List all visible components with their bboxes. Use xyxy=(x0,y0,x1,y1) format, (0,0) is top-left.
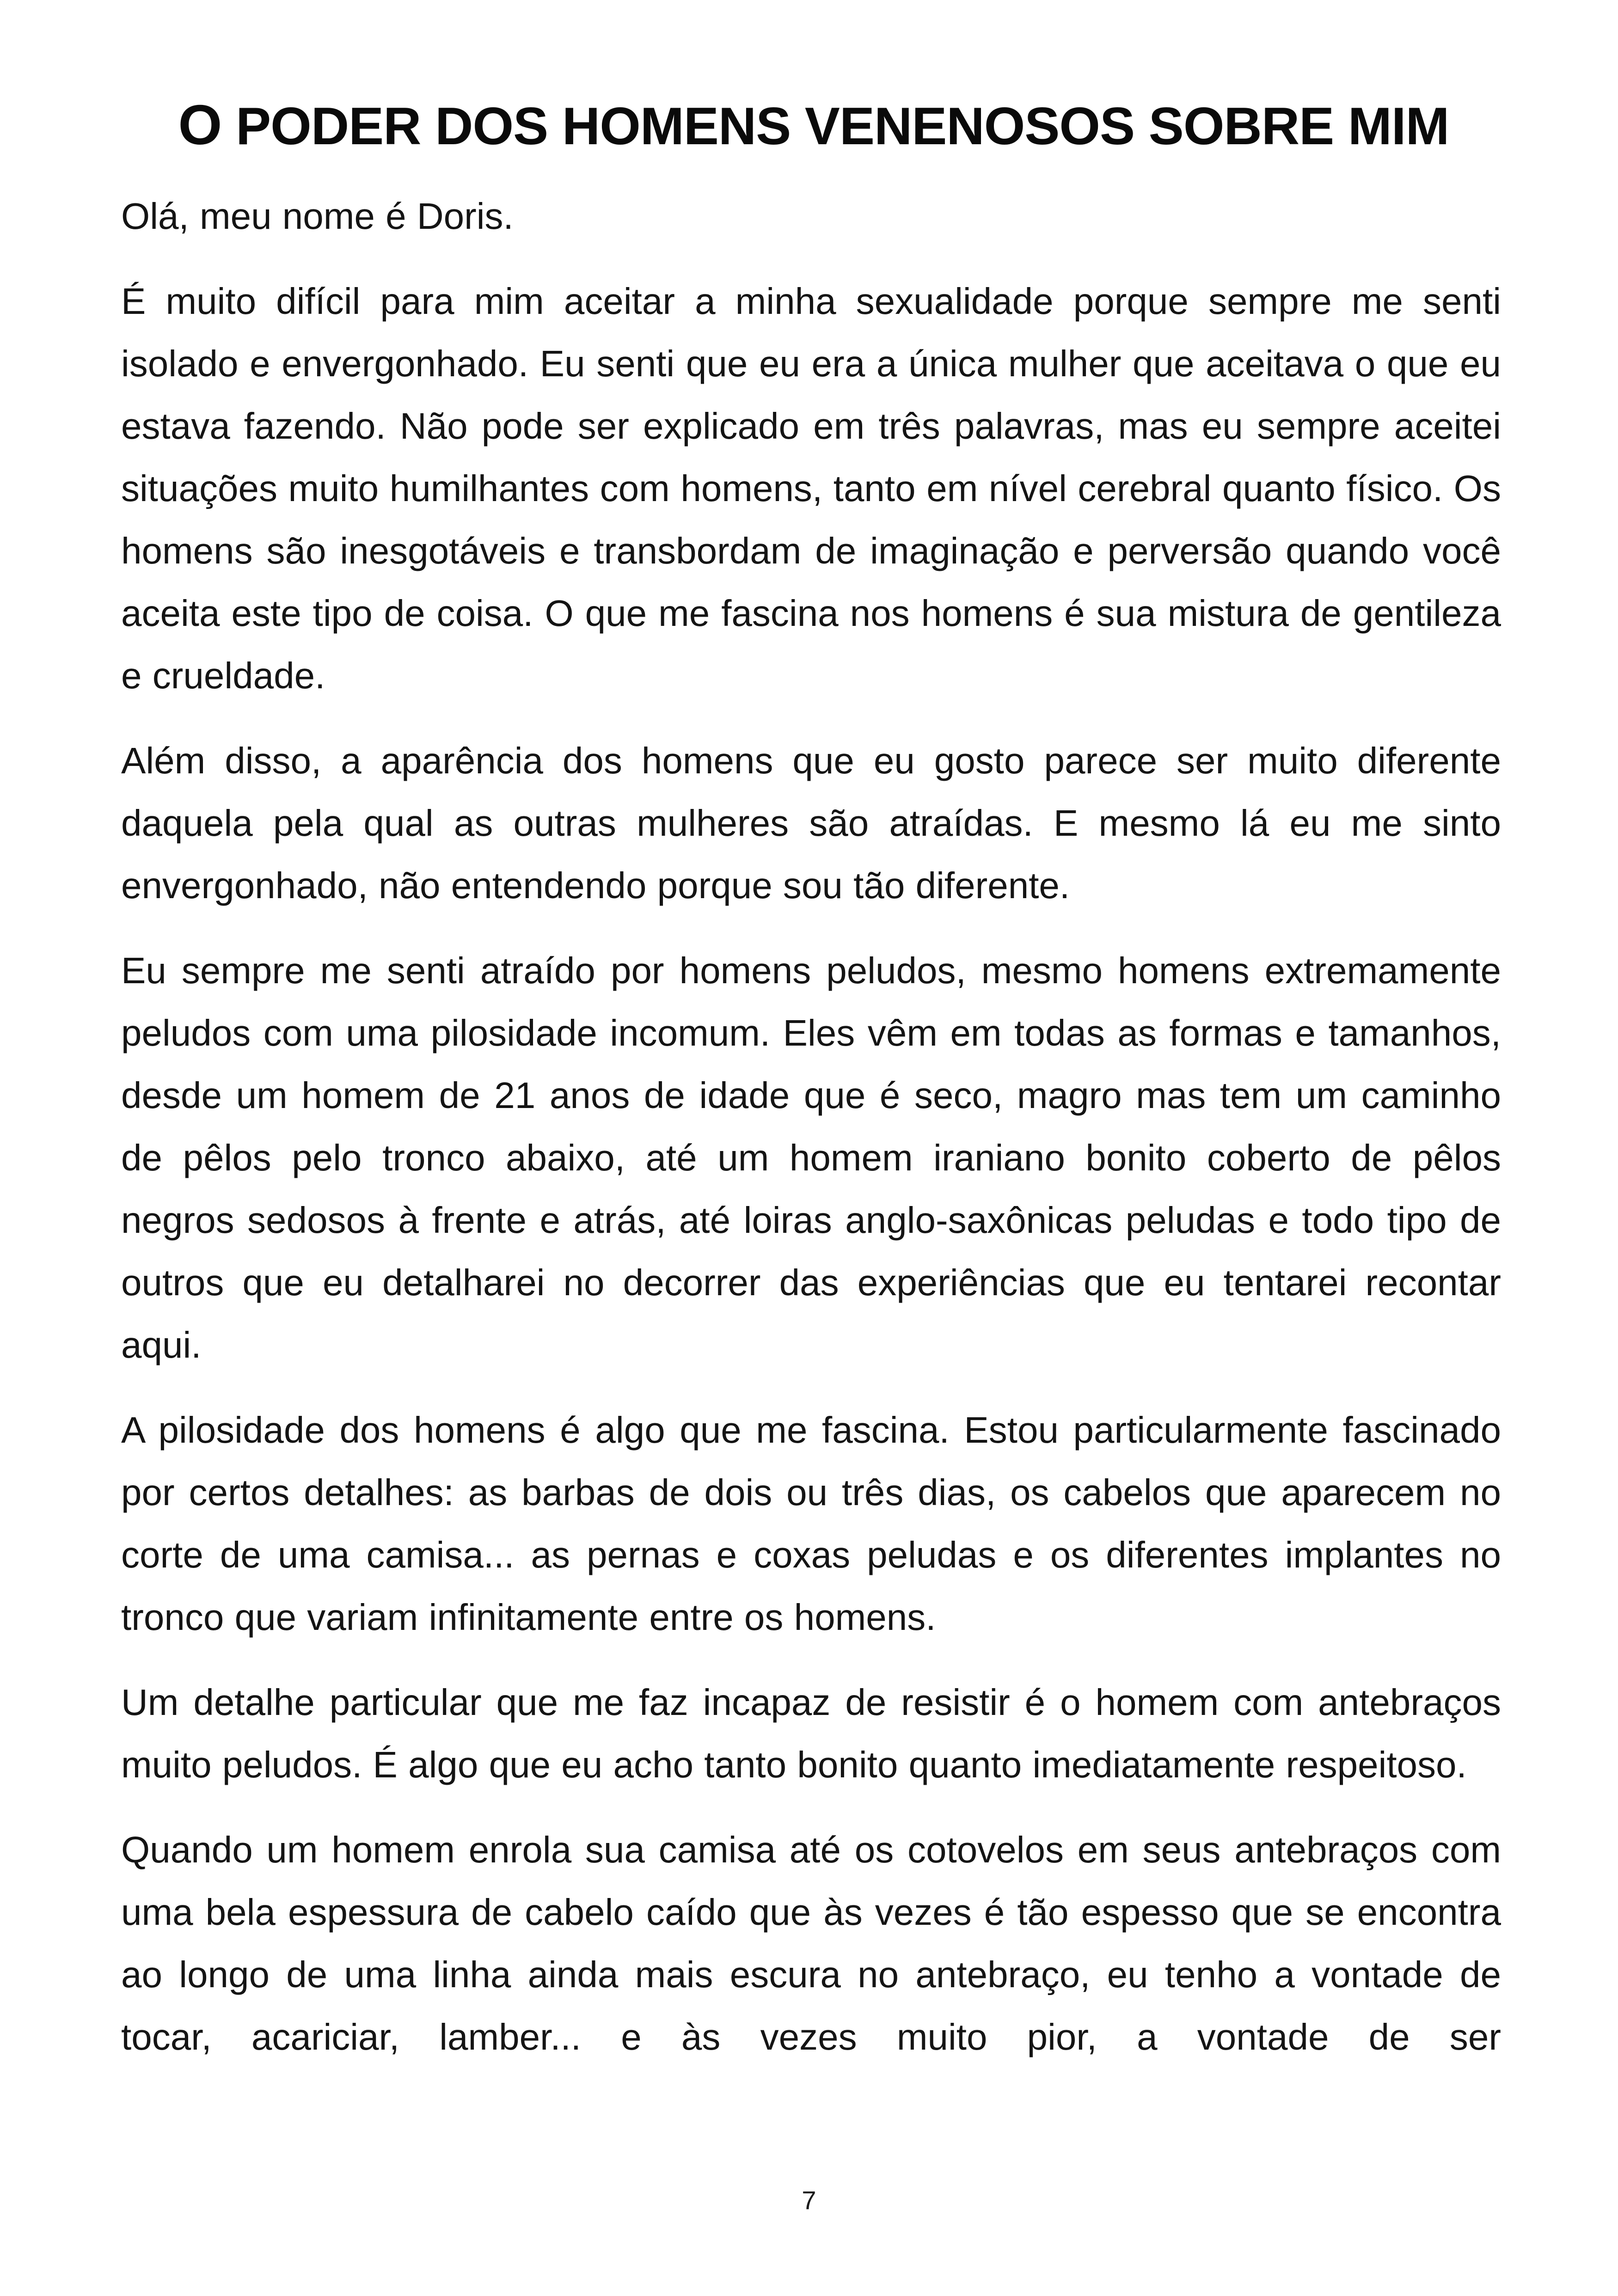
paragraph-5: A pilosidade dos homens é algo que me fascina. Estou particularmente fascinado por certos detalhes: as barbas de dois ou três dias, os cabelos que aparecem no corte de uma camisa... as pernas e coxas peludas e os diferentes implantes no tronco que variam infinitamente entre os homens. xyxy=(121,1409,1501,1638)
paragraph-7: Quando um homem enrola sua camisa até os cotovelos em seus antebraços com uma bela espessura de cabelo caído que às vezes é tão espesso que se encontra ao longo de uma linha ainda mais escura no antebraço, eu tenho a vontade de tocar, acariciar, lamber... e às vezes muito pior, a vontade de ser xyxy=(121,1829,1501,2057)
chapter-body xyxy=(121,185,1501,2091)
paragraph-2: É muito difícil para mim aceitar a minha sexualidade porque sempre me senti isolado e envergonhado. Eu senti que eu era a única mulher que aceitava o que eu estava fazendo. Não pode ser explicado em três palavras, mas eu sempre aceitei situações muito humilhantes com homens, tanto em nível cerebral quanto físico. Os homens são inesgotáveis e transbordam de imaginação e perversão quando você aceita este tipo de coisa. O que me fascina nos homens é sua mistura de gentileza e crueldade. xyxy=(121,281,1501,696)
page-number: 7 xyxy=(802,2186,816,2215)
paragraph-4: Eu sempre me senti atraído por homens peludos, mesmo homens extremamente peludos com uma pilosidade incomum. Eles vêm em todas as formas e tamanhos, desde um homem de 21 anos de idade que é seco, magro mas tem um caminho de pêlos pelo tronco abaixo, até um homem iraniano bonito coberto de pêlos negros sedosos à frente e atrás, até loiras anglo-saxônicas peludas e todo tipo de outros que eu detalharei no decorrer das experiências que eu tentarei recontar aqui. xyxy=(121,950,1501,1365)
paragraph-6: Um detalhe particular que me faz incapaz de resistir é o homem com antebraços muito peludos. É algo que eu acho tanto bonito quanto imediatamente respeitoso. xyxy=(121,1682,1501,1785)
chapter-title xyxy=(120,92,1498,159)
paragraph-1: Olá, meu nome é Doris. xyxy=(121,196,514,237)
paragraph-3: Além disso, a aparência dos homens que eu gosto parece ser muito diferente daquela pela qual as outras mulheres são atraídas. E mesmo lá eu me sinto envergonhado, não entendendo porque sou tão diferente. xyxy=(121,740,1501,906)
chapter-title-rest: PODER DOS HOMENS VENENOSOS SOBRE MIM xyxy=(221,97,1449,156)
chapter-title-initial: O xyxy=(178,93,222,156)
